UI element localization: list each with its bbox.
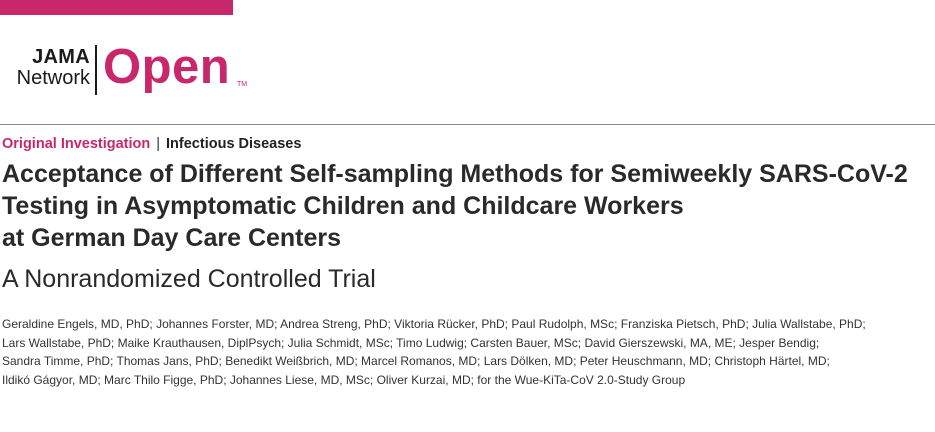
article-topic-link[interactable]: Infectious Diseases [166,136,302,152]
logo-network-text: Network [16,67,90,89]
brand-color-bar [0,0,233,15]
logo-open-text: Open [103,40,231,94]
article-type-link[interactable]: Original Investigation [2,136,151,152]
article-subtitle: A Nonrandomized Controlled Trial [2,265,376,293]
logo-jama-text: JAMA [32,46,90,68]
article-kicker [2,135,301,153]
author-line: Geraldine Engels, MD, PhD; Johannes Forster, MD; Andrea Streng, PhD; Viktoria Rücker, PhD; Paul Rudolph, MSc; Franziska Pietsch, PhD; Julia Wallstabe, PhD; [2,317,866,331]
title-line: Acceptance of Different Self-sampling Methods for Semiweekly SARS-CoV-2 [2,160,908,188]
author-line: Lars Wallstabe, PhD; Maike Krauthausen, DiplPsych; Julia Schmidt, MSc; Timo Ludwig; Carsten Bauer, MSc; David Gierszewski, MA, ME; Jesper Bendig; [2,335,820,350]
article-title [2,158,932,254]
kicker-separator: | [156,136,161,152]
logo-trademark: TM [237,81,248,88]
author-line: Sandra Timme, PhD; Thomas Jans, PhD; Benedikt Weißbrich, MD; Marcel Romanos, MD; Lars Dölken, MD; Peter Heuschmann, MD; Christoph Härtel, MD; [2,354,830,368]
title-line: at German Day Care Centers [2,224,342,252]
header-rule [0,124,935,125]
title-line: Testing in Asymptomatic Children and Childcare Workers [2,192,684,220]
author-list [2,315,935,389]
logo-divider [95,45,97,95]
author-line: Ildikó Gágyor, MD; Marc Thilo Figge, PhD; Johannes Liese, MD, MSc; Oliver Kurzai, MD; for the Wue-KiTa-CoV 2.0-Study Group [2,372,686,387]
